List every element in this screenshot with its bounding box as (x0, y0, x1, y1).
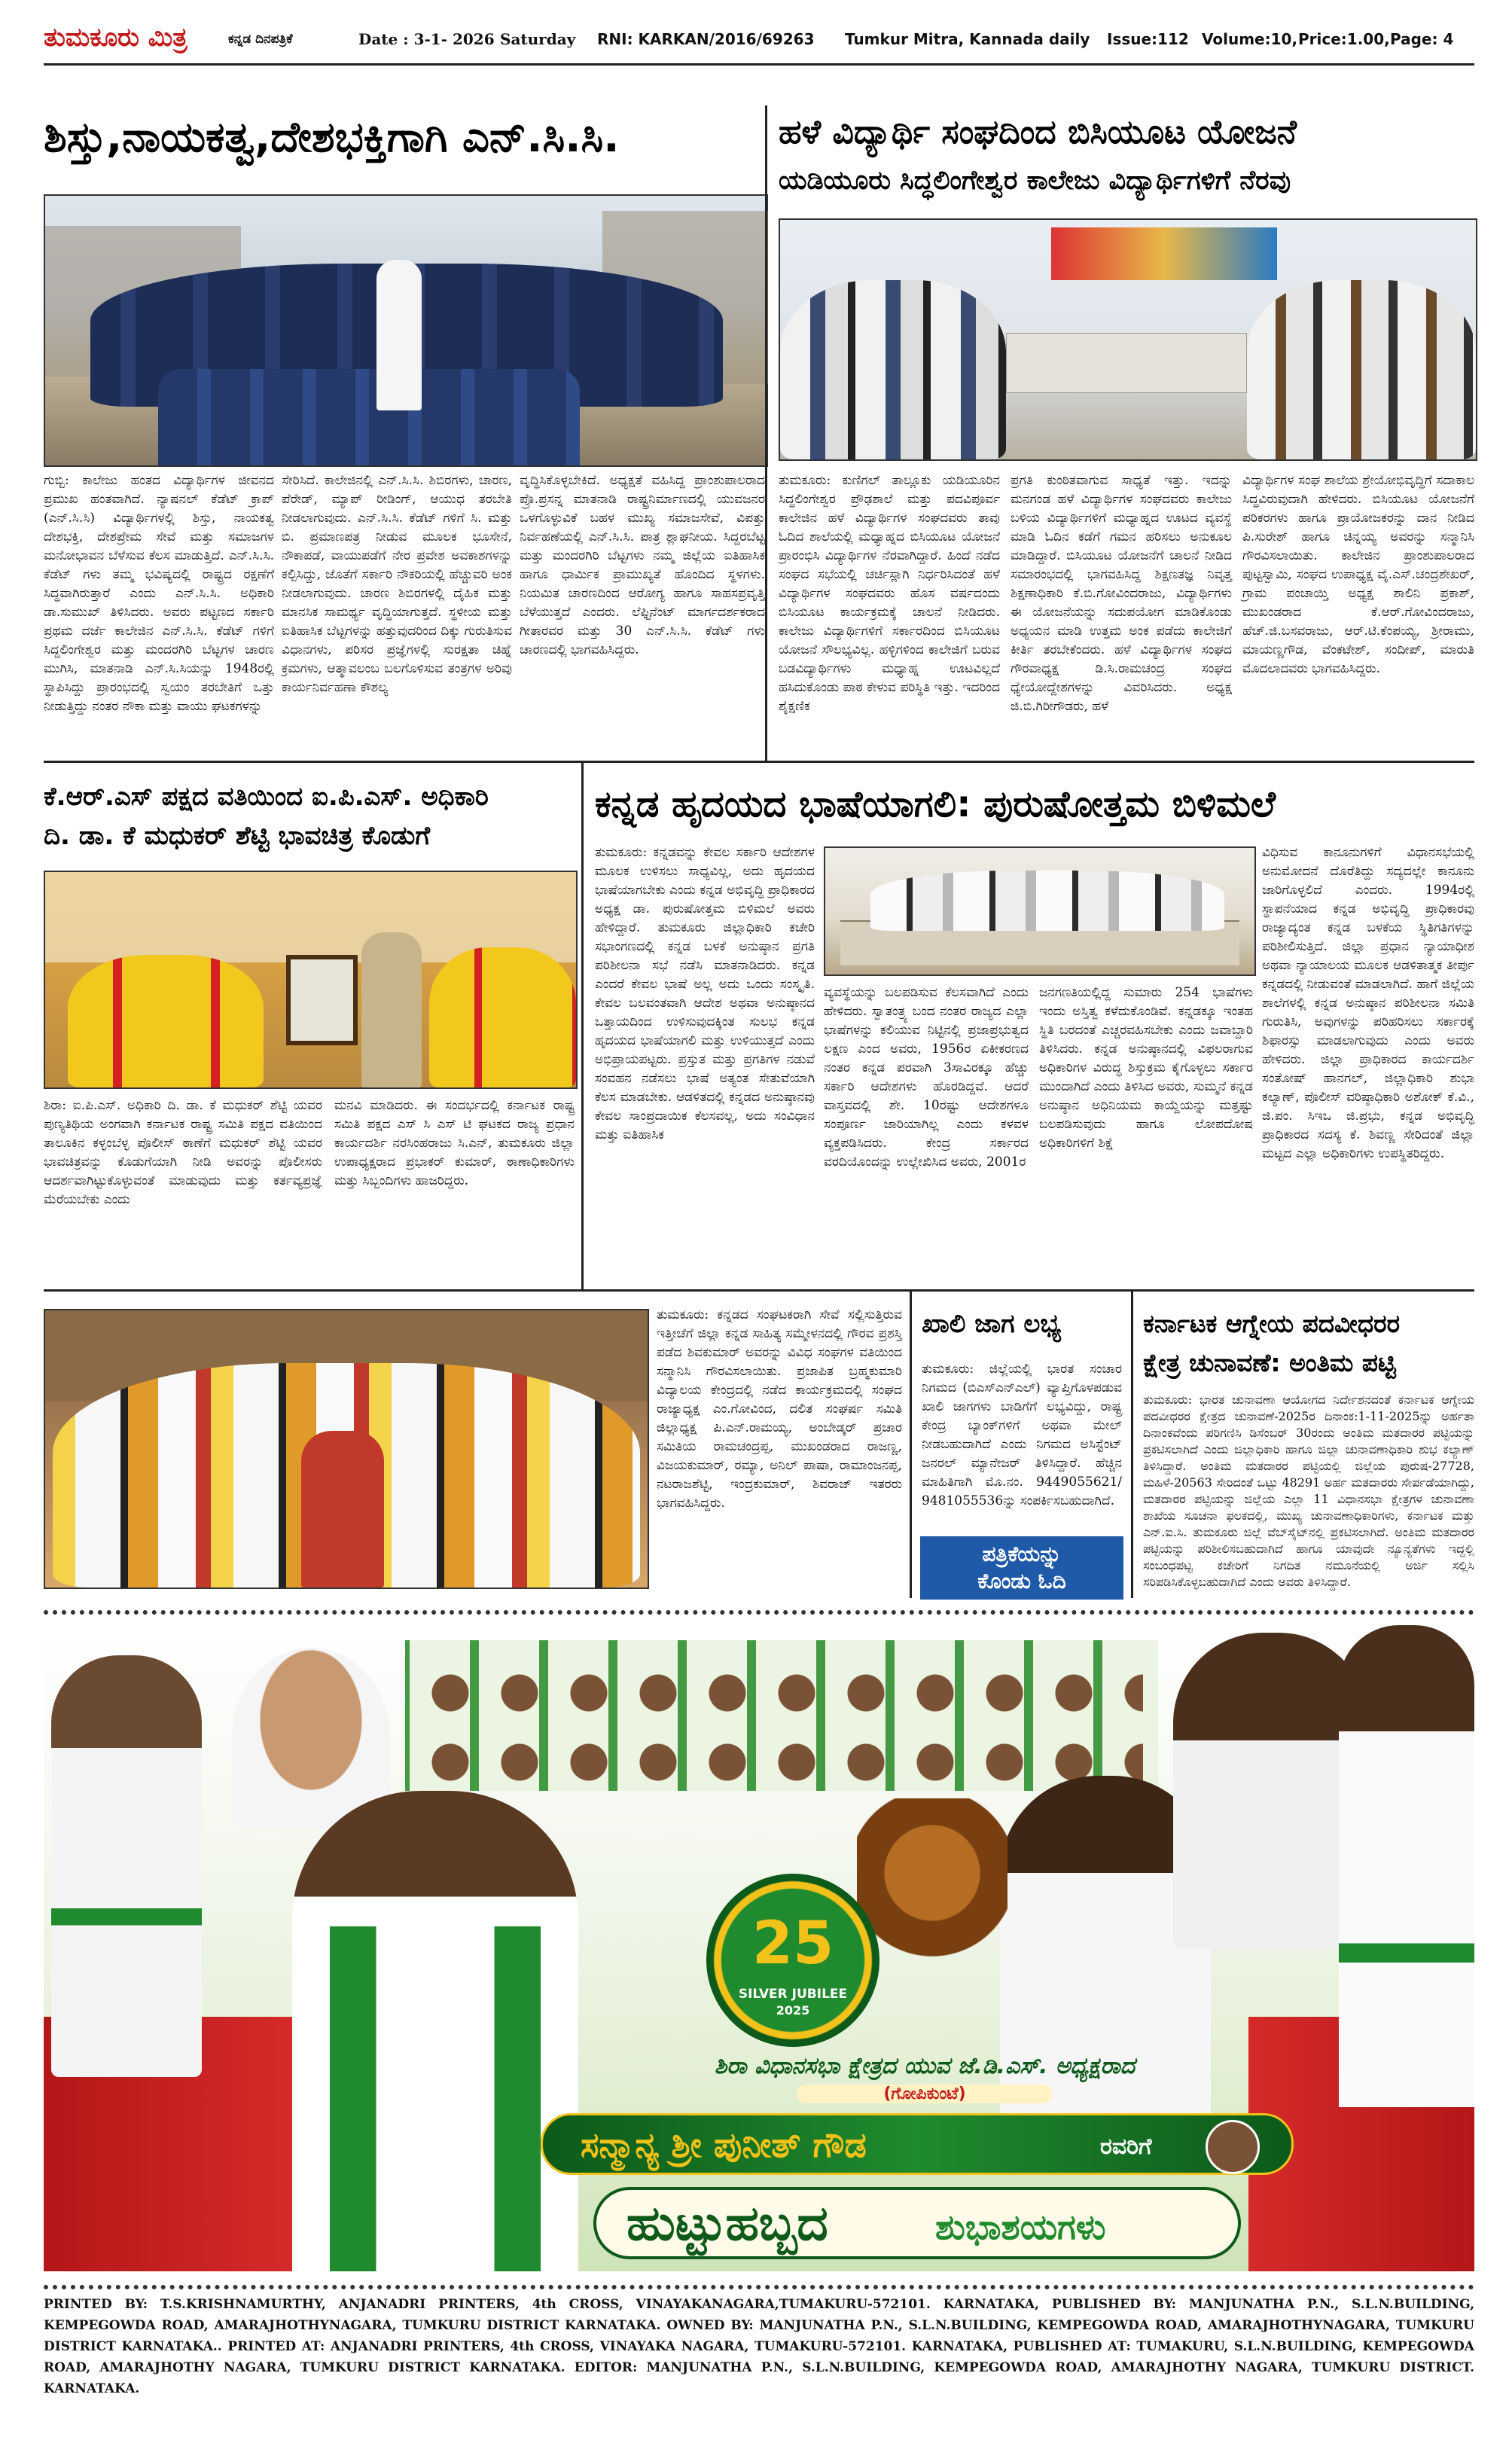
alumni-photo-table (1006, 333, 1247, 393)
election-headline-line1: ಕರ್ನಾಟಕ ಆಗ್ನೇಯ ಪದವೀಧರರ (1143, 1309, 1401, 1338)
alumni-text-col2: ಪ್ರಗತಿ ಕುಂಠಿತವಾಗುವ ಸಾಧ್ಯತೆ ಇತ್ತು. ಇದನ್ನು ಮನಗಂಡ ಹಳೆ ವಿದ್ಯಾರ್ಥಿಗಳ ಸಂಘದವರು ಕಾಲೇಜು ಬಳಿಯ ವಿದ್ಯಾರ್ಥಿಗಳಿಗೆ ಮಧ್ಯಾಹ್ನದ ಊಟದ ವ್ಯವಸ್ಥೆ ಮಾಡಿ ಓದಿನ ಕಡೆಗೆ ಗಮನ ಹರಿಸಲು ಅನುಕೂಲ ಮಾಡಿದ್ದಾರೆ. ಬಿಸಿಯೂಟ ಯೋಜನೆಗೆ ಚಾಲನೆ ನೀಡಿದ ಸಮಾರಂಭದಲ್ಲಿ ಭಾಗವಹಿಸಿದ್ದ ಶಿಕ್ಷಣತಜ್ಞ ನಿವೃತ್ತ ಶಿಕ್ಷಣಾಧಿಕಾರಿ ಕೆ.ಬಿ.ಗೋವಿಂದರಾಜು, ವಿದ್ಯಾರ್ಥಿಗಳು ಈ ಯೋಜನೆಯನ್ನು ಸದುಪಯೋಗ ಮಾಡಿಕೊಂಡು ಅಧ್ಯಯನ ಮಾಡಿ ಉತ್ತಮ ಅಂಕ ಪಡೆದು ಕಾಲೇಜಿಗೆ ಕೀರ್ತಿ ತರಬೇಕೆಂದರು. ಹಳೆ ವಿದ್ಯಾರ್ಥಿಗಳ ಸಂಘದ ಗೌರವಾಧ್ಯಕ್ಷ ಡಿ.ಸಿ.ರಾಮಚಂದ್ರ ಸಂಘದ ಧ್ಯೇಯೋದ್ದೇಶಗಳನ್ನು ವಿವರಿಸಿದರು. ಅಧ್ಯಕ್ಷ ಜಿ.ಬಿ.ಗಿರೀಗೌಡರು, ಹಳೆ (1011, 473, 1232, 714)
krs-photo (44, 871, 578, 1089)
masthead-date: Date : 3-1- 2026 (358, 30, 495, 48)
alumni-text-col3: ವಿದ್ಯಾರ್ಥಿಗಳ ಸಂಘ ಶಾಲೆಯ ಶ್ರೇಯೋಭಿವೃದ್ಧಿಗೆ ಸದಾಕಾಲ ಸಿದ್ಧವಿರುವುದಾಗಿ ಹೇಳಿದರು. ಬಿಸಿಯೂಟ ಯೋಜನೆಗೆ ಪರಿಕರಗಳು ಹಾಗೂ ಪ್ರಾಯೋಜಕರನ್ನು ದಾನ ನೀಡಿದ ಪಿ.ಸುರೇಶ್ ಹಾಗೂ ಚಿನ್ನಯ್ಯ ಅವರನ್ನು ಸನ್ಮಾನಿಸಿ ಗೌರವಿಸಲಾಯಿತು. ಕಾಲೇಜಿನ ಪ್ರಾಂಶುಪಾಲರಾದ ಪುಟ್ಟಸ್ವಾಮಿ, ಸಂಘದ ಉಪಾಧ್ಯಕ್ಷ ವೈ.ಎಸ್.ಚಂದ್ರಶೇಖರ್, ಗ್ರಾಮ ಪಂಚಾಯ್ತಿ ಅಧ್ಯಕ್ಷ ಶಾಲಿನಿ ಪ್ರಕಾಶ್, ಮುಖಂಡರಾದ ಕೆ.ಆರ್.ಗೋವಿಂದರಾಜು, ಹೆಚ್.ಜಿ.ಬಸವರಾಜು, ಆರ್.ಟಿ.ಕೆಂಪಯ್ಯ, ಶ್ರೀರಾಮು, ಮಾಯಣ್ಣಗೌಡ, ವೆಂಕಟೇಶ್, ಸಂದೀಪ್, ಮಾರುತಿ ಮೊದಲಾದವರು ಭಾಗವಹಿಸಿದ್ದರು. (1242, 473, 1474, 676)
promo-line1: ಪತ್ರಿಕೆಯನ್ನು (982, 1542, 1062, 1566)
kannada-photo-officials (870, 871, 1224, 931)
masthead-rule (44, 63, 1474, 66)
ad-figure-right-3 (1339, 1625, 1474, 2107)
ad-badge-year: 2025 (776, 2003, 810, 2018)
alumni-photo-guests (1247, 280, 1476, 459)
masthead-logo: ತುಮಕೂರು ಮಿತ್ರ (44, 23, 187, 53)
alumni-subheadline: ಯಡಿಯೂರು ಸಿದ್ಧಲಿಂಗೇಶ್ವರ ಕಾಲೇಜು ವಿದ್ಯಾರ್ಥಿಗಳಿಗೆ ನೆರವು (779, 166, 1291, 196)
ad-main-scarf (330, 1926, 541, 2271)
alumni-text-col1: ತುಮಕೂರು: ಕುಣಿಗಲ್ ತಾಲ್ಲೂಕು ಯಡಿಯೂರಿನ ಸಿದ್ಧಲಿಂಗೇಶ್ವರ ಪ್ರೌಢಶಾಲೆ ಮತ್ತು ಪದವಿಪೂರ್ವ ಕಾಲೇಜಿನ ಹಳೆ ವಿದ್ಯಾರ್ಥಿಗಳ ಸಂಘದವರು ತಾವು ಓದಿದ ಶಾಲೆಯಲ್ಲಿ ಮಧ್ಯಾಹ್ನದ ಬಿಸಿಯೂಟ ಯೋಜನೆ ಪ್ರಾರಂಭಿಸಿ ವಿದ್ಯಾರ್ಥಿಗಳ ನೆರವಾಗಿದ್ದಾರೆ. ಹಿಂದೆ ನಡೆದ ಸಂಘದ ಸಭೆಯಲ್ಲಿ ಚರ್ಚಿಸ್ಲಾಗಿ ನಿರ್ಧರಿಸಿದಂತೆ ಹಳೆ ವಿದ್ಯಾರ್ಥಿಗಳ ಸಂಘದವರು ಹೊಸ ವರ್ಷದಂದು ಬಿಸಿಯೂಟ ಕಾರ್ಯಕ್ರಮಕ್ಕೆ ಚಾಲನೆ ನೀಡಿದರು. ಕಾಲೇಜು ವಿದ್ಯಾರ್ಥಿಗಳಿಗೆ ಸರ್ಕಾರದಿಂದ ಬಿಸಿಯೂಟ ಯೋಜನೆ ಸೌಲಭ್ಯವಿಲ್ಲ. ಹಳ್ಳಿಗಳಿಂದ ಕಾಲೇಜಿಗೆ ಬರುವ ಬಡವಿದ್ಯಾರ್ಥಿಗಳು ಮಧ್ಯಾಹ್ನ ಊಟವಿಲ್ಲದೆ ಹಸಿದುಕೊಂಡು ಪಾಠ ಕೇಳುವ ಪರಿಸ್ಥಿತಿ ಇತ್ತು. ಇದರಿಂದ ಶೈಕ್ಷಣಿಕ (779, 473, 1000, 714)
krs-text-col1: ಶಿರಾ: ಐ.ಪಿ.ಎಸ್. ಅಧಿಕಾರಿ ದಿ. ಡಾ. ಕೆ ಮಧುಕರ್ ಶೆಟ್ಟಿ ಯವರ ಪುಣ್ಯತಿಥಿಯ ಅಂಗವಾಗಿ ಕರ್ನಾಟಕ ರಾಷ್ಟ್ರ ಸಮಿತಿ ಪಕ್ಷದ ವತಿಯಿಂದ ತಾಲೂಕಿನ ಕಳ್ಳಂಬೆಳ್ಳ ಪೊಲೀಸ್ ಠಾಣೆಗೆ ಮಧುಕರ್ ಶೆಟ್ಟಿ ಯವರ ಭಾವಚಿತ್ರವನ್ನು ಕೊಡುಗೆಯಾಗಿ ನೀಡಿ ಅವರನ್ನು ಪೊಲೀಸರು ಆದರ್ಶವಾಗಿಟ್ಟುಕೊಳ್ಳುವಂತೆ ಮಾಡುವುದು ಮತ್ತು ಕರ್ತವ್ಯಪ್ರಜ್ಞೆ ಮೆರೆಯಬೇಕು ಎಂದು (44, 1098, 322, 1207)
masthead-tagline: ಕನ್ನಡ ದಿನಪತ್ರಿಕೆ (228, 32, 293, 47)
ad-greeting-banner (593, 2187, 1241, 2259)
ad-greeting-suffix: ಶುಭಾಶಯಗಳು (935, 2207, 1106, 2247)
masthead (44, 23, 1474, 62)
vacancy-text: ತುಮಕೂರು: ಜಿಲ್ಲೆಯಲ್ಲಿ ಭಾರತ ಸಂಚಾರ ನಿಗಮದ (ಬಿಎಸ್‌ಎನ್‌ಎಲ್) ವ್ಯಾಪ್ತಿಗೊಳಪಡುವ ಖಾಲಿ ಜಾಗಗಳು ಬಾಡಿಗೆಗೆ ಲಭ್ಯವಿದ್ದು, ರಾಷ್ಟ್ರ ಕೇಂದ್ರ ಬ್ಯಾಂಕ್‌ಗಳಿಗೆ ಅಥವಾ ಮೇಲ್ ನೀಡಬಹುದಾಗಿದೆ ಎಂದು ನಿಗಮದ ಅಸಿಸ್ಟೆಂಟ್ ಜನರಲ್ ಮ್ಯಾನೇಜರ್ ತಿಳಿಸಿದ್ದಾರೆ. ಹೆಚ್ಚಿನ ಮಾಹಿತಿಗಾಗಿ ಮೊ.ನಂ. 9449055621/ 9481055536ನ್ನು ಸಂಪರ್ಕಿಸಬಹುದಾಗಿದೆ. (922, 1362, 1122, 1508)
kannada-text-col1: ತುಮಕೂರು: ಕನ್ನಡವನ್ನು ಕೇವಲ ಸರ್ಕಾರಿ ಆದೇಶಗಳ ಮೂಲಕ ಉಳಿಸಲು ಸಾಧ್ಯವಿಲ್ಲ, ಅದು ಹೃದಯದ ಭಾಷೆಯಾಗಬೇಕು ಎಂದು ಕನ್ನಡ ಅಭಿವೃದ್ಧಿ ಪ್ರಾಧಿಕಾರದ ಅಧ್ಯಕ್ಷ ಡಾ. ಪುರುಷೋತ್ತಮ ಬಿಳಿಮಲೆ ಅವರು ಹೇಳಿದ್ದಾರೆ. ತುಮಕೂರು ಜಿಲ್ಲಾಧಿಕಾರಿ ಕಚೇರಿ ಸಭಾಂಗಣದಲ್ಲಿ ಕನ್ನಡ ಬಳಕೆ ಅನುಷ್ಠಾನ ಪ್ರಗತಿ ಪರಿಶೀಲನಾ ಸಭೆ ನಡೆಸಿ ಮಾತನಾಡಿದರು. ಕನ್ನಡ ಎಂದರೆ ಕೇವಲ ಭಾಷೆ ಅಲ್ಲ ಅದು ಒಂದು ಸಂಸ್ಕೃತಿ. ಕೇವಲ ಬಲವಂತವಾಗಿ ಆದೇಶ ಅಥವಾ ಅನುಷ್ಠಾನದ ಒತ್ತಾಯದಿಂದ ಉಳಿಸುವುದಕ್ಕಿಂತ ಸುಲಭ ಕನ್ನಡ ಹೃದಯದ ಭಾಷೆಯಾಗಲಿ ಮತ್ತು ಉಳಿಯುತ್ತದೆ ಎಂದು ಅಭಿಪ್ರಾಯಪಟ್ಟರು. ಪ್ರಸ್ತುತ ಮತ್ತು ಪ್ರಗತಿಗಳ ನಡುವೆ ಸಂವಹನ ನಡೆಸಲು ಭಾಷೆ ಅತ್ಯಂತ ಸೇತುವೆಯಾಗಿ ಕೆಲಸ ಮಾಡಬೇಕು. ಆಡಳಿತದಲ್ಲಿ ಕನ್ನಡದ ಅನುಷ್ಠಾನವು ಕೇವಲ ಸಾಂಪ್ರದಾಯಿಕ ಕೆಲಸವಲ್ಲ, ಅದು ಸಂವಿಧಾನ ಮತ್ತು ಐತಿಹಾಸಿಕ (595, 845, 815, 1142)
masthead-volume: Volume:10, (1202, 30, 1298, 48)
top-column-rule (765, 105, 767, 761)
ad-figure-left (51, 1655, 202, 2077)
kannada-text-col2: ವ್ಯವಸ್ಥೆಯನ್ನು ಬಲಪಡಿಸುವ ಕೆಲಸವಾಗಿದೆ ಎಂದು ಹೇಳಿದರು. ಸ್ವಾತಂತ್ರ್ಯ ಬಂದ ನಂತರ ರಾಜ್ಯದ ಎಲ್ಲಾ ಭಾಷೆಗಳನ್ನು ಕಲಿಯುವ ನಿಟ್ಟಿನಲ್ಲಿ ಪ್ರಜಾಪ್ರಭುತ್ವದ ಲಕ್ಷಣ ಎಂದ ಅವರು, 1956ರ ಏಕೀಕರಣದ ನಂತರ ಕನ್ನಡ ಪರವಾಗಿ 3ಸಾವಿರಕ್ಕೂ ಹೆಚ್ಚು ಸರ್ಕಾರಿ ಆದೇಶಗಳು ಹೊರಡಿದ್ದವೆ. ಆದರೆ ವಾಸ್ತವದಲ್ಲಿ ಶೇ. 10ರಷ್ಟು ಆದೇಶಗಳೂ ಸಂಪೂರ್ಣ ಜಾರಿಯಾಗಿಲ್ಲ ಎಂದು ಕಳವಳ ವ್ಯಕ್ತಪಡಿಸಿದರು. ಕೇಂದ್ರ ಸರ್ಕಾರದ ವರದಿಯೊಂದನ್ನು ಉಲ್ಲೇಖಿಸಿದ ಅವರು, 2001ರ (824, 985, 1029, 1170)
ncc-photo (44, 194, 768, 467)
ad-name-portrait (1206, 2120, 1260, 2174)
ad-badge-text: SILVER JUBILEE (738, 1987, 848, 2002)
birthday-ad (44, 1625, 1474, 2271)
krs-photo-portrait (286, 955, 358, 1045)
masthead-day: Saturday (500, 30, 576, 48)
masthead-page: Page: 4 (1390, 30, 1454, 48)
ad-jubilee-badge (706, 1874, 879, 2047)
ad-nickname: (ಗೋಪಿಕುಂಟೆ) (797, 2085, 1053, 2103)
ad-name-suffix: ರವರಿಗೆ (1100, 2134, 1152, 2160)
row-rule-2 (44, 1289, 1474, 1292)
ad-lion-graphic (857, 1798, 1007, 1964)
ad-badge-number: 25 (751, 1910, 834, 1978)
bottom-rule-1 (910, 1291, 912, 1598)
imprint: PRINTED BY: T.S.KRISHNAMURTHY, ANJANADRI PRINTERS, 4th CROSS, VINAYAKANAGARA,TUMAKURU-572101. KARNATAKA, PUBLISHED BY: MANJUNATHA P.N., S.L.N.BUILDING, KEMPEGOWDA ROAD, AMARAJHOTHYNAGARA, TUMKURU DISTRICT KARNATAKA. OWNED BY: MANJUNATHA P.N., S.L.N.BUILDING, KEMPEGOWDA ROAD, AMARAJHOTHYNAGARA, TUMKURU DISTRICT KARNATAKA.. PRINTED AT: ANJANADRI PRINTERS, 4th CROSS, VINAYAKA NAGARA, TUMAKURU-572101. KARNATAKA, PUBLISHED AT: TUMAKURU, S.L.N.BUILDING, KEMPEGOWDA ROAD, AMARAJHOTHY NAGARA, TUMKURU DISTRICT KARNATAKA. EDITOR: MANJUNATHA P.N., S.L.N.BUILDING, KEMPEGOWDA ROAD, AMARAJHOTHY NAGARA, TUMKURU DISTRICT. KARNATAKA. (44, 2297, 1474, 2396)
krs-photo-police (361, 932, 422, 1087)
felicitation-photo (44, 1309, 649, 1589)
ncc-photo-front-row (158, 369, 580, 465)
ad-separator-top (44, 1610, 1474, 1615)
ad-portrait-faces (420, 1655, 1143, 1783)
vacancy-headline: ಖಾಲಿ ಜಾಗ ಲಭ್ಯ (922, 1309, 1062, 1339)
ad-leader-left-elder (232, 1648, 390, 1829)
krs-headline-line2: ದಿ. ಡಾ. ಕೆ ಮಧುಕರ್ ಶೆಟ್ಟಿ ಭಾವಚಿತ್ರ ಕೊಡುಗೆ (44, 821, 431, 851)
alumni-photo-crowd (780, 280, 1006, 459)
krs-headline-line1: ಕೆ.ಆರ್.ಎಸ್ ಪಕ್ಷದ ವತಿಯಿಂದ ಐ.ಪಿ.ಎಸ್. ಅಧಿಕಾರಿ (44, 782, 489, 812)
krs-photo-group-right (429, 947, 576, 1087)
ad-name-line: ಸನ್ಮಾನ್ಯ ಶ್ರೀ ಪುನೀತ್ ಗೌಡ (581, 2124, 867, 2165)
ncc-text-col1: ಗುಬ್ಬಿ: ಕಾಲೇಜು ಹಂತದ ವಿದ್ಯಾರ್ಥಿಗಳ ಜೀವನದ ಪ್ರಮುಖ ಹಂತವಾಗಿದೆ. ನ್ಯಾಷನಲ್ ಕೆಡೆಟ್ ಕ್ರಾಪ್ (ಎನ್.ಸಿ.ಸಿ) ವಿದ್ಯಾರ್ಥಿಗಳಲ್ಲಿ ಶಿಸ್ತು, ನಾಯಕತ್ವ ದೇಶಭಕ್ತಿ, ದೇಶಪ್ರೇಮ ಸೇವೆ ಮತ್ತು ಸಮಾಜಗಳ ಮನೋಭಾವನ ಬೆಳೆಸುವ ಕೆಲಸ ಮಾಡುತ್ತಿದೆ. ಎನ್.ಸಿ.ಸಿ. ಕೆಡೆಟ್ ಗಳು ತಮ್ಮ ಭವಿಷ್ಯದಲ್ಲಿ ರಾಷ್ಟ್ರದ ರಕ್ಷಣೆಗೆ ಸಿದ್ಧವಾಗಿರುತ್ತಾರೆ ಎಂದು ಎನ್.ಸಿ.ಸಿ. ಅಧಿಕಾರಿ ಡಾ.ಸುಮುಖ್ ತಿಳಿಸಿದರು. ಅವರು ಪಟ್ಟಣದ ಸರ್ಕಾರಿ ಪ್ರಥಮ ದರ್ಜೆ ಕಾಲೇಜಿನ ಎನ್.ಸಿ.ಸಿ. ಕೆಡೆಟ್ ಗಳಿಗೆ ಸಿದ್ದಲಿಂಗೇಶ್ವರ ಮತ್ತು ಮಂದರಗಿರಿ ಬೆಟ್ಟಗಳ ಚಾರಣ ಮುಗಿಸಿ, ಮಾತನಾಡಿ ಎನ್.ಸಿ.ಸಿಯನ್ನು 1948ರಲ್ಲಿ ಸ್ಥಾಪಿಸಿದ್ದು ಪ್ರಾರಂಭದಲ್ಲಿ ಸ್ವಯಂ ತರಬೇತಿಗೆ ಒತ್ತು ನೀಡುತ್ತಿದ್ದು ನಂತರ ನೌಕಾ ಮತ್ತು ವಾಯು ಘಟಕಗಳನ್ನು (44, 473, 274, 714)
ncc-headline: ಶಿಸ್ತು,ನಾಯಕತ್ವ,ದೇಶಭಕ್ತಿಗಾಗಿ ಎನ್.ಸಿ.ಸಿ. (44, 113, 620, 162)
ad-subtitle: ಶಿರಾ ವಿಧಾನಸಭಾ ಕ್ಷೇತ್ರದ ಯುವ ಜೆ.ಡಿ.ಎಸ್. ಅಧ್ಯಕ್ಷರಾದ (714, 2053, 1136, 2079)
promo-line2: ಕೊಂಡು ಓದಿ (977, 1569, 1066, 1594)
election-headline-line2: ಕ್ಷೇತ್ರ ಚುನಾವಣೆ: ಅಂತಿಮ ಪಟ್ಟಿ (1143, 1348, 1396, 1377)
kannada-headline: ಕನ್ನಡ ಹೃದಯದ ಭಾಷೆಯಾಗಲಿ: ಪುರುಷೋತ್ತಮ ಬಿಳಿಮಲೆ (595, 783, 1276, 825)
alumni-photo (779, 218, 1477, 461)
masthead-issue: Issue:112 (1107, 30, 1189, 48)
krs-text-col2: ಮನವಿ ಮಾಡಿದರು. ಈ ಸಂದರ್ಭದಲ್ಲಿ ಕರ್ನಾಟಕ ರಾಷ್ಟ್ರ ಸಮಿತಿ ಪಕ್ಷದ ಎಸ್ ಸಿ ಎಸ್ ಟಿ ಘಟಕದ ರಾಜ್ಯ ಪ್ರಧಾನ ಕಾರ್ಯದರ್ಶಿ ನರಸಿಂಹರಾಜು ಸಿ.ಎನ್, ತುಮಕೂರು ಜಿಲ್ಲಾ ಉಪಾಧ್ಯಕ್ಷರಾದ ಪ್ರಭಾಕರ್ ಕುಮಾರ್, ಠಾಣಾಧಿಕಾರಿಗಳು ಮತ್ತು ಸಿಬ್ಬಂದಿಗಳು ಹಾಜರಿದ್ದರು. (334, 1098, 575, 1188)
ad-separator-bottom (44, 2285, 1474, 2289)
ncc-text-col2: ಸೇರಿಸಿದೆ. ಕಾಲೇಜಿನಲ್ಲಿ ಎನ್.ಸಿ.ಸಿ. ಶಿಬಿರಗಳು, ಚಾರಣ, ಪೆರೇಡ್, ಮ್ಯಾಪ್ ರೀಡಿಂಗ್, ಆಯುಧ ತರಬೇತಿ ನೀಡಲಾಗುವುದು. ಎನ್.ಸಿ.ಸಿ. ಕೆಡೆಟ್ ಗಳಿಗೆ ಸಿ. ಮತ್ತು ಬಿ. ಪ್ರಮಾಣಪತ್ರ ನೀಡುವ ಮೂಲಕ ಭೂಸೇನೆ, ನೌಕಾಪಡೆ, ವಾಯುಪಡೆಗೆ ನೇರ ಪ್ರವೇಶ ಅವಕಾಶಗಳನ್ನು ಕಲ್ಪಿಸಿದ್ದು, ಜೊತೆಗೆ ಸರ್ಕಾರಿ ನೌಕರಿಯಲ್ಲಿ ಹೆಚ್ಚುವರಿ ಅಂಕ ನೀಡಲಾಗುವುದು. ಚಾರಣ ಶಿಬಿರಗಳಲ್ಲಿ ದೈಹಿಕ ಮತ್ತು ಮಾನಸಿಕ ಸಾಮರ್ಥ್ಯ ವೃದ್ಧಿಯಾಗುತ್ತದೆ. ಸ್ಥಳೀಯ ಮತ್ತು ಐತಿಹಾಸಿಕ ಬೆಟ್ಟಗಳನ್ನು ಹತ್ತುವುದರಿಂದ ದಿಕ್ಕು ಗುರುತಿಸುವ ವಿಧಾನಗಳು, ಪರಿಸರ ಪ್ರಜ್ಞೆಗಳಲ್ಲಿ ಸುರಕ್ಷತಾ ಚಿಹ್ನೆ ಕ್ರಮಗಳು, ಆತ್ಮಾವಲಂಬ ಬಲಗೊಳಿಸುವ ತಂತ್ರಗಳ ಅರಿವು ಕಾರ್ಯನಿರ್ವಹಣಾ ಕೌಶಲ್ಯ (282, 473, 512, 695)
felicitation-text: ತುಮಕೂರು: ಕನ್ನಡದ ಸಂಘಟಕರಾಗಿ ಸೇವೆ ಸಲ್ಲಿಸುತ್ತಿರುವ ಇತ್ತೀಚೆಗೆ ಜಿಲ್ಲಾ ಕನ್ನಡ ಸಾಹಿತ್ಯ ಸಮ್ಮೇಳನದಲ್ಲಿ ಗೌರವ ಪ್ರಶಸ್ತಿ ಪಡೆದ ಶಿವಕುಮಾರ್ ಅವರನ್ನು ವಿವಿಧ ಸಂಘಗಳ ವತಿಯಿಂದ ಸನ್ಮಾನಿಸಿ ಗೌರವಿಸಲಾಯಿತು. ಪ್ರಜಾಪಿತ ಬ್ರಹ್ಮಕುಮಾರಿ ವಿದ್ಯಾಲಯ ಕೇಂದ್ರದಲ್ಲಿ ನಡೆದ ಕಾರ್ಯಕ್ರಮದಲ್ಲಿ ಸಂಘದ ರಾಜ್ಯಾಧ್ಯಕ್ಷ ಎಂ.ಗೋವಿಂದ, ದಲಿತ ಸಂಘರ್ಷ ಸಮಿತಿ ಜಿಲ್ಲಾಧ್ಯಕ್ಷ ಪಿ.ಎನ್.ರಾಮಯ್ಯ, ಅಂಬೇಡ್ಕರ್ ಪ್ರಚಾರ ಸಮಿತಿಯ ರಾಮಚಂದ್ರಪ್ಪ, ಮುಖಂಡರಾದ ರಾಜಣ್ಣ, ವಿಜಯಕುಮಾರ್, ರಮ್ಯಾ, ಅನಿಲ್ ಪಾಷಾ, ರಾಮಾಂಜನಪ್ಪ, ನಟರಾಜಶೆಟ್ಟಿ, ಇಂದ್ರಕುಮಾರ್, ಶಿವರಾಜ್ ಇತರರು ಭಾಗವಹಿಸಿದ್ದರು. (657, 1307, 902, 1511)
election-text: ತುಮಕೂರು: ಭಾರತ ಚುನಾವಣಾ ಆಯೋಗದ ನಿರ್ದೇಶನದಂತೆ ಕರ್ನಾಟಕ ಆಗ್ನೇಯ ಪದವೀಧರರ ಕ್ಷೇತ್ರದ ಚುನಾವಣೆ-2025ರ ದಿನಾಂಕ:1-11-2025ನ್ನು ಅರ್ಹತಾ ದಿನಾಂಕವೆಂದು ಪರಿಗಣಿಸಿ ಡಿಸೆಂಬರ್ 30ರಂದು ಅಂತಿಮ ಮತದಾರರ ಪಟ್ಟಿಯನ್ನು ಪ್ರಕಟಿಸಲಾಗಿದೆ ಎಂದು ಜಿಲ್ಲಾಧಿಕಾರಿ ಹಾಗೂ ಜಿಲ್ಲಾ ಚುನಾವಣಾಧಿಕಾರಿ ಶುಭ ಕಲ್ಯಾಣ್ ತಿಳಿಸಿದ್ದಾರೆ. ಅಂತಿಮ ಮತದಾರರ ಪಟ್ಟಿಯಲ್ಲಿ ಜಿಲ್ಲೆಯ ಪುರುಷ-27728, ಮಹಿಳೆ-20563 ಸೇರಿದಂತೆ ಒಟ್ಟು 48291 ಅರ್ಹ ಮತದಾರರು ಸೇರ್ಪಡೆಯಾಗಿದ್ದು, ಮತದಾರರ ಪಟ್ಟಿಯನ್ನು ಜಿಲ್ಲೆಯ ಎಲ್ಲಾ 11 ವಿಧಾನಸಭಾ ಕ್ಷೇತ್ರಗಳ ಚುನಾವಣಾ ಶಾಖೆಯ ಸೂಚನಾ ಫಲಕದಲ್ಲಿ, ಮುಖ್ಯ ಚುನಾವಣಾಧಿಕಾರಿಗಳು, ಕರ್ನಾಟಕ ಮತ್ತು ಎನ್.ಐ.ಸಿ. ತುಮಕೂರು ಜಿಲ್ಲೆ ವೆಬ್‌ಸೈಟ್‌ನಲ್ಲಿ ಪ್ರಕಟಿಸಲಾಗಿದೆ. ಅಂತಿಮ ಮತದಾರರ ಪಟ್ಟಿಯನ್ನು ಪರಿಶೀಲಿಸಬಹುದಾಗಿದೆ ಹಾಗೂ ಯಾವುದೇ ನ್ಯೂನ್ಯತೆಗಳು ಇದ್ದಲ್ಲಿ ಸಂಬಂಧಪಟ್ಟ ಕಚೇರಿಗೆ ನಿಗದಿತ ನಮೂನೆಯಲ್ಲಿ ಅರ್ಜಿ ಸಲ್ಲಿಸಿ ಸರಿಪಡಿಸಿಕೊಳ್ಳಬಹುದಾಗಿದೆ ಎಂದು ಅವರು ತಿಳಿಸಿದ್ದಾರೆ. (1143, 1392, 1474, 1589)
ncc-photo-officer (376, 260, 422, 410)
krs-photo-group-left (68, 955, 264, 1087)
ncc-text-col3: ವೃದ್ಧಿಸಿಕೊಳ್ಳಬೇಕಿದೆ. ಅಧ್ಯಕ್ಷತೆ ವಹಿಸಿದ್ದ ಪ್ರಾಂಶುಪಾಲರಾದ ಪ್ರೊ.ಪ್ರಸನ್ನ ಮಾತನಾಡಿ ರಾಷ್ಟ್ರನಿರ್ಮಾಣದಲ್ಲಿ ಯುವಜನರ ಒಳಗೊಳ್ಳುವಿಕೆ ಬಹಳ ಮುಖ್ಯ ಸಮಾಜಸೇವೆ, ವಿಪತ್ತು ನಿರ್ವಹಣೆಯಲ್ಲಿ ಎನ್.ಸಿ.ಸಿ. ಪಾತ್ರ ಶ್ಲಾಘನೀಯ. ಸಿದ್ದರಬೆಟ್ಟ ಮತ್ತು ಮಂದರಗಿರಿ ಬೆಟ್ಟಗಳು ನಮ್ಮ ಜಿಲ್ಲೆಯ ಐತಿಹಾಸಿಕ ಹಾಗೂ ಧಾರ್ಮಿಕ ಪ್ರಾಮುಖ್ಯತೆ ಹೊಂದಿದ ಸ್ಥಳಗಳು. ನಿಯಮಿತ ಚಾರಣದಿಂದ ಆರೋಗ್ಯ ಹಾಗೂ ಸಾಹಸಪ್ರವೃತ್ತಿ ಬೆಳೆಯುತ್ತದೆ ಎಂದರು. ಲೆಫ್ಟಿನೆಂಟ್ ಮಾರ್ಗದರ್ಶಕರಾದ ಗೀತಾರವರ ಮತ್ತು 30 ಎನ್.ಸಿ.ಸಿ. ಕೆಡೆಟ್ ಗಳು ಚಾರಣದಲ್ಲಿ ಭಾಗವಹಿಸಿದ್ದರು. (520, 473, 765, 657)
masthead-paper-name: Tumkur Mitra, Kannada daily (845, 30, 1090, 48)
promo-box (920, 1536, 1123, 1600)
kannada-text-col3: ಜನಗಣತಿಯಲ್ಲಿದ್ದ ಸುಮಾರು 254 ಭಾಷೆಗಳು ಇಂದು ಅಸ್ತಿತ್ವ ಕಳೆದುಕೊಂಡಿವೆ. ಕನ್ನಡಕ್ಕೂ ಇಂತಹ ಸ್ಥಿತಿ ಬರದಂತೆ ಎಚ್ಚರವಹಿಸಬೇಕು ಎಂದು ಜವಾಬ್ದಾರಿ ತಿಳಿಸಿದರು. ಕನ್ನಡ ಅನುಷ್ಠಾನದಲ್ಲಿ ವಿಫಲರಾಗುವ ಅಧಿಕಾರಿಗಳ ವಿರುದ್ಧ ಶಿಸ್ತುಕ್ರಮ ಕೈಗೊಳ್ಳಲು ಸರ್ಕಾರ ಮುಂದಾಗಿದೆ ಎಂದು ತಿಳಿಸಿದ ಅವರು, ಸುಮ್ಮನೆ ಕನ್ನಡ ಅನುಷ್ಠಾನ ಅಧಿನಿಯಮ ಕಾಯ್ದೆಯನ್ನು ಮತ್ತಷ್ಟು ಬಲಪಡಿಸುವುದು ಹಾಗೂ ಲೋಪದೋಷ ಅಧಿಕಾರಿಗಳಿಗೆ ಶಿಕ್ಷೆ (1039, 985, 1253, 1151)
felicitation-photo-guest (301, 1431, 384, 1588)
bottom-rule-2 (1131, 1291, 1133, 1598)
alumni-headline: ಹಳೆ ವಿದ್ಯಾರ್ಥಿ ಸಂಘದಿಂದ ಬಿಸಿಯೂಟ ಯೋಜನೆ (779, 113, 1297, 151)
kannada-photo (824, 846, 1256, 976)
ad-name-banner (541, 2113, 1294, 2175)
alumni-photo-banner (1051, 227, 1277, 280)
masthead-price: Price:1.00, (1298, 30, 1390, 48)
row-rule-1 (44, 761, 1474, 763)
ad-greeting-main: ಹುಟ್ಟುಹಬ್ಬದ (626, 2196, 828, 2252)
kannada-text-col4: ವಿಧಿಸುವ ಕಾನೂನುಗಳಿಗೆ ವಿಧಾನಸಭೆಯಲ್ಲಿ ಅನುಮೋದನೆ ದೊರೆತಿದ್ದು ಸದ್ಯದಲ್ಲೇ ಕಾನೂನು ಜಾರಿಗೊಳ್ಳಲಿದೆ ಎಂದರು. 1994ರಲ್ಲಿ ಸ್ಥಾಪನೆಯಾದ ಕನ್ನಡ ಅಭಿವೃದ್ಧಿ ಪ್ರಾಧಿಕಾರವು ರಾಜ್ಯಾದ್ಯಂತ ಕನ್ನಡ ಬಳಕೆಯ ಸ್ಥಿತಿಗತಿಗಳನ್ನು ಪರಿಶೀಲಿಸುತ್ತಿದೆ. ಜಿಲ್ಲಾ ಪ್ರಧಾನ ನ್ಯಾಯಾಧೀಶ ಅಥವಾ ನ್ಯಾಯಾಲಯ ಮೂಲಕ ಆಡಳಿತಾತ್ಮಕ ತೀರ್ಪು ಕನ್ನಡದಲ್ಲಿ ನೀಡುವಂತೆ ಮಾಡಲಾಗಿದೆ. ಹಾಗೆ ಜಿಲ್ಲೆಯ ಶಾಲೆಗಳಲ್ಲಿ ಕನ್ನಡ ಅನುಷ್ಠಾನ ಪರಿಶೀಲನಾ ಸಮಿತಿ ಗುರುತಿಸಿ, ಅವುಗಳನ್ನು ಪರಿಹರಿಸಲು ಸರ್ಕಾರಕ್ಕೆ ಶಿಫಾರಸ್ಸು ಮಾಡಲಾಗುವುದು ಎಂದು ಅವರು ಹೇಳಿದರು. ಜಿಲ್ಲಾ ಪ್ರಾಧಿಕಾರದ ಕಾರ್ಯದರ್ಶಿ ಸಂತೋಷ್ ಹಾನಗಲ್, ಜಿಲ್ಲಾಧಿಕಾರಿ ಶುಭಾ ಕಲ್ಯಾಣ್, ಪೊಲೀಸ್ ವರಿಷ್ಠಾಧಿಕಾರಿ ಅಶೋಕ್ ಕೆ.ವಿ., ಜಿ.ಪಂ. ಸಿಇಒ ಜಿ.ಪ್ರಭು, ಕನ್ನಡ ಅಭಿವೃದ್ಧಿ ಪ್ರಾಧಿಕಾರದ ಸದಸ್ಯ ಕೆ. ಶಿವಣ್ಣ ಸೇರಿದಂತೆ ಜಿಲ್ಲಾ ಮಟ್ಟದ ಎಲ್ಲಾ ಅಧಿಕಾರಿಗಳು ಉಪಸ್ಥಿತರಿದ್ದರು. (1262, 845, 1474, 1161)
middle-column-rule (581, 762, 584, 1289)
masthead-rni: RNI: KARKAN/2016/69263 (597, 30, 815, 48)
